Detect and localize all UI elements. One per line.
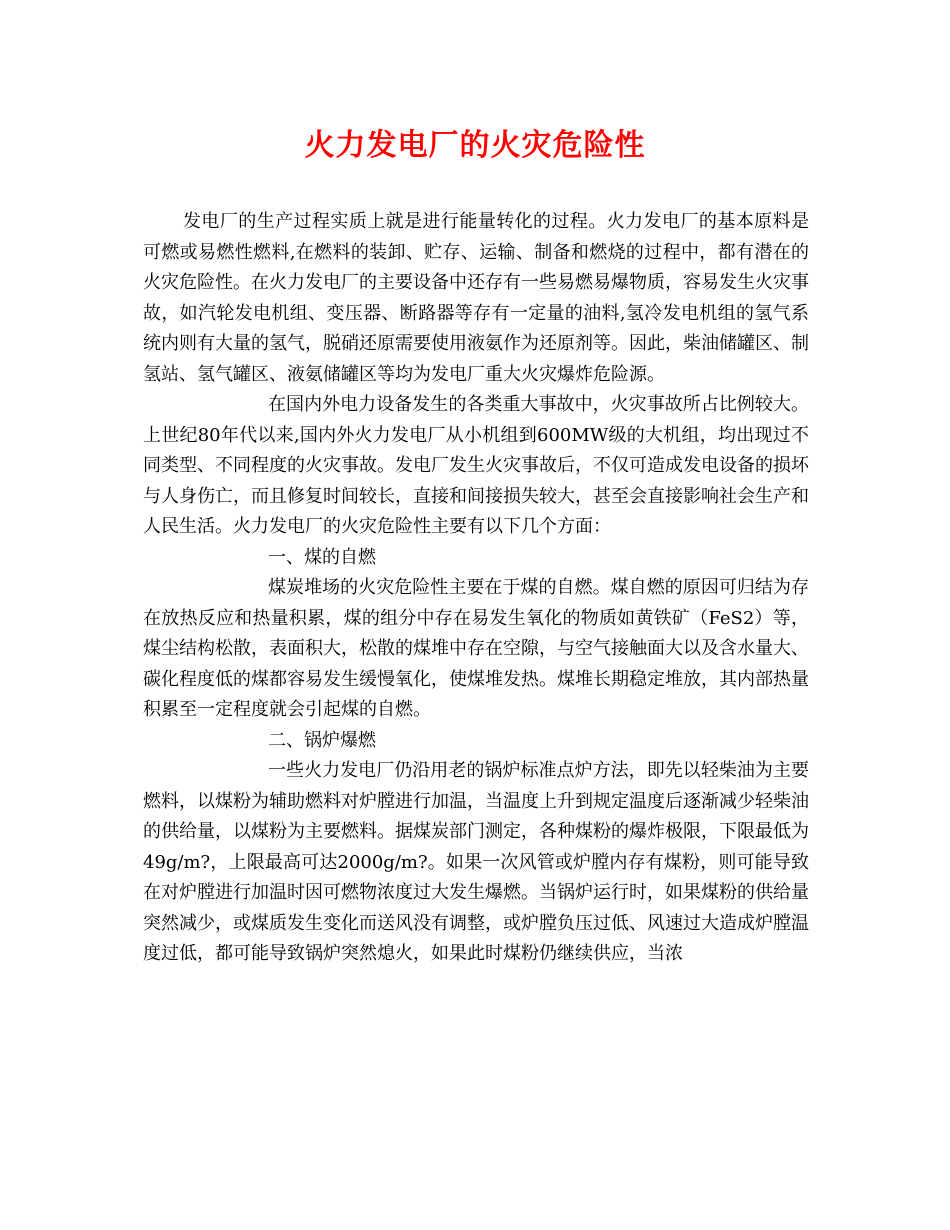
document-title: 火力发电厂的火灾危险性 — [304, 128, 646, 163]
paragraph-accidents: 在国内外电力设备发生的各类重大事故中，火灾事故所占比例较大。上世纪80年代以来,国内外火力发电厂从小机组到600MW级的大机组，均出现过不同类型、不同程度的火灾事故。发电厂发生火灾事故后，不仅可造成发电设备的损坏与人身伤亡，而且修复时间较长，直接和间接损失较大，甚至会直接影响社会生产和人民生活。火力发电厂的火灾危险性主要有以下几个方面： — [143, 394, 809, 537]
section-heading-boiler: 二、锅炉爆燃 — [268, 729, 376, 751]
paragraph-coal: 煤炭堆场的火灾危险性主要在于煤的自燃。煤自燃的原因可归结为存在放热反应和热量积累，煤的组分中存在易发生氧化的物质如黄铁矿（FeS2）等，煤尘结构松散，表面积大，松散的煤堆中存在空隙，与空气接触面大以及含水量大、碳化程度低的煤都容易发生缓慢氧化，使煤堆发热。煤堆长期稳定堆放，其内部热量积累至一定程度就会引起煤的自燃。 — [143, 577, 809, 720]
paragraph-intro: 发电厂的生产过程实质上就是进行能量转化的过程。火力发电厂的基本原料是可燃或易燃性燃料,在燃料的装卸、贮存、运输、制备和燃烧的过程中，都有潜在的火灾危险性。在火力发电厂的主要设备中还存有一些易燃易爆物质，容易发生火灾事故，如汽轮发电机组、变压器、断路器等存有一定量的油料,氢冷发电机组的氢气系统内则有大量的氢气，脱硝还原需要使用液氨作为还原剂等。因此，柴油储罐区、制氢站、氢气罐区、液氨储罐区等均为发电厂重大火灾爆炸危险源。 — [143, 211, 809, 385]
paragraph-boiler: 一些火力发电厂仍沿用老的锅炉标准点炉方法，即先以轻柴油为主要燃料，以煤粉为辅助燃料对炉膛进行加温，当温度上升到规定温度后逐渐减少轻柴油的供给量，以煤粉为主要燃料。据煤炭部门测定，各种煤粉的爆炸极限，下限最低为49g/m?，上限最高可达2000g/m?。如果一次风管或炉膛内存有煤粉，则可能导致在对炉膛进行加温时因可燃物浓度过大发生爆燃。当锅炉运行时，如果煤粉的供给量突然减少，或煤质发生变化而送风没有调整，或炉膛负压过低、风速过大造成炉膛温度过低，都可能导致锅炉突然熄火，如果此时煤粉仍继续供应，当浓 — [143, 760, 809, 964]
section-heading-coal: 一、煤的自燃 — [268, 546, 376, 568]
document-body — [143, 207, 809, 970]
